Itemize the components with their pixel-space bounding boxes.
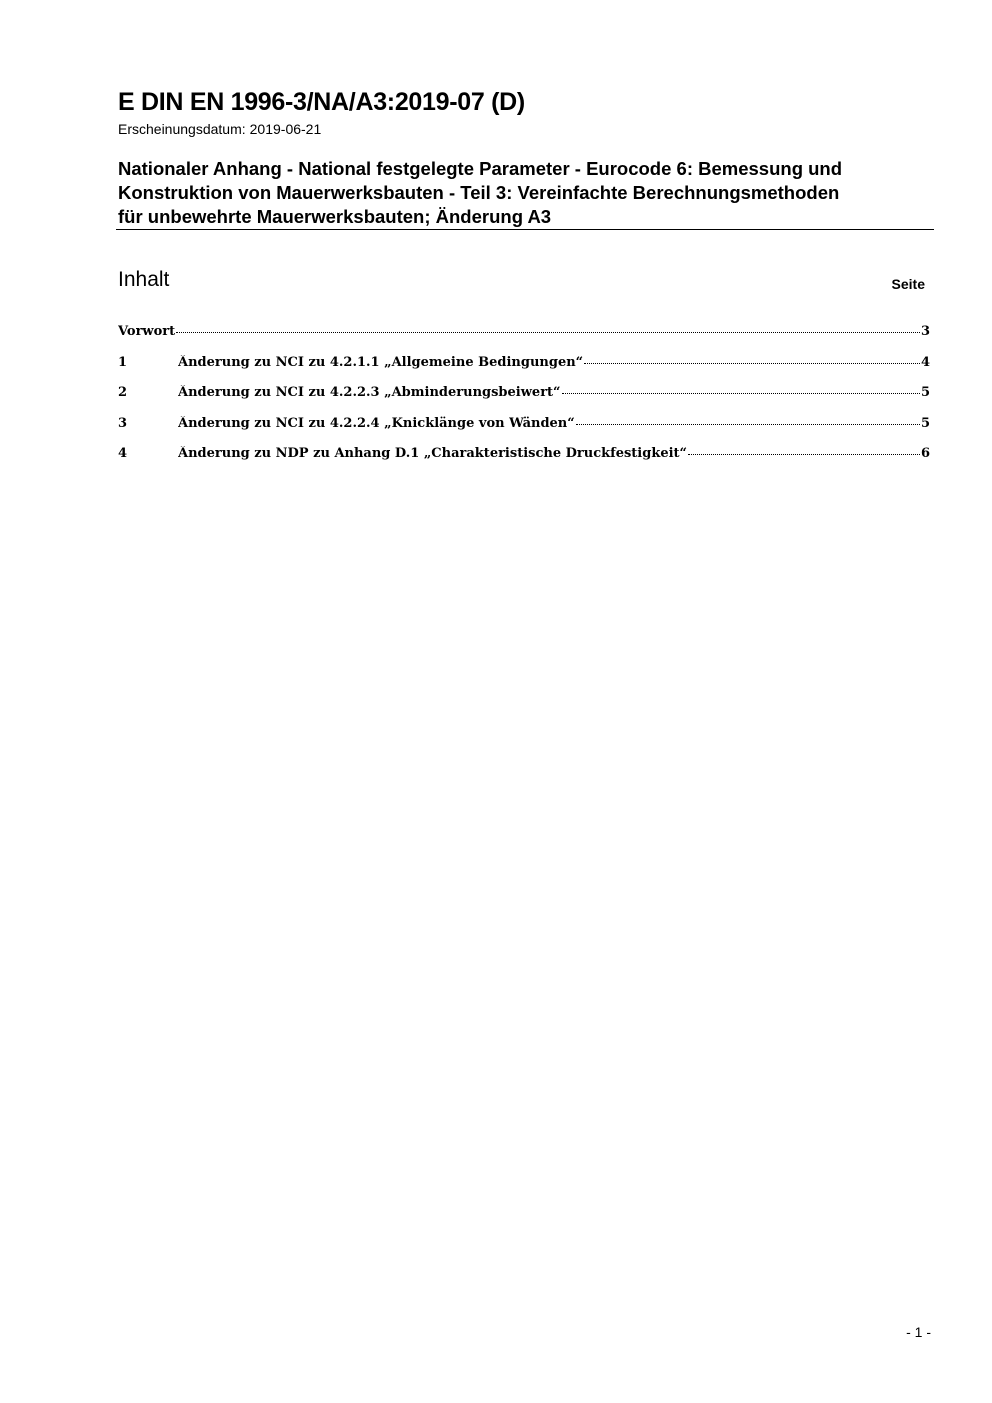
toc-heading: Inhalt (118, 268, 170, 291)
toc-dot-leader (562, 393, 920, 394)
toc-entry-page: 5 (920, 415, 930, 431)
toc-entry-number: 2 (118, 385, 128, 400)
toc-entry-page: 6 (920, 446, 930, 461)
toc-entry-text: Änderung zu NCI zu 4.2.2.4 „Knicklänge von Wänden“ (178, 415, 575, 431)
document-id: E DIN EN 1996-3/NA/A3:2019-07 (D) (118, 88, 525, 116)
document-title (118, 157, 928, 229)
page-number: - 1 - (906, 1324, 931, 1340)
toc-entry-2[interactable] (118, 385, 930, 416)
publication-date: 2019-06-21 (249, 121, 322, 137)
toc-entry-1[interactable] (118, 355, 930, 386)
title-line: für unbewehrte Mauerwerksbauten; Änderung A3 (118, 206, 552, 227)
title-divider (116, 229, 934, 230)
toc-entry-page: 3 (920, 324, 930, 339)
toc-entry-number: 1 (118, 354, 128, 370)
toc-entry-3[interactable] (118, 416, 930, 447)
toc-entry-text: Vorwort (118, 324, 176, 339)
toc-entry-text: Änderung zu NCI zu 4.2.1.1 „Allgemeine Bedingungen“ (178, 354, 584, 370)
table-of-contents (118, 324, 930, 477)
toc-dot-leader (576, 424, 920, 425)
toc-entry-4[interactable] (118, 446, 930, 477)
publication-date-label: Erscheinungsdatum: (118, 121, 246, 137)
toc-dot-leader (584, 363, 920, 364)
title-line: Konstruktion von Mauerwerksbauten - Teil 3: Vereinfachte Berechnungsmethoden (118, 182, 840, 203)
toc-dot-leader (176, 332, 920, 333)
toc-entry-number: 4 (118, 446, 128, 461)
toc-entry-page: 4 (920, 354, 930, 370)
publication-info (118, 121, 321, 137)
title-line: Nationaler Anhang - National festgelegte Parameter - Eurocode 6: Bemessung und (118, 158, 843, 179)
toc-entry-text: Änderung zu NCI zu 4.2.2.3 „Abminderungsbeiwert“ (178, 385, 561, 400)
toc-entry-page: 5 (920, 385, 930, 400)
toc-entry-text: Änderung zu NDP zu Anhang D.1 „Charakteristische Druckfestigkeit“ (178, 446, 688, 461)
toc-entry-number: 3 (118, 415, 128, 431)
toc-entry-vorwort[interactable] (118, 324, 930, 355)
toc-page-column-label: Seite (891, 276, 925, 292)
toc-dot-leader (688, 454, 920, 455)
